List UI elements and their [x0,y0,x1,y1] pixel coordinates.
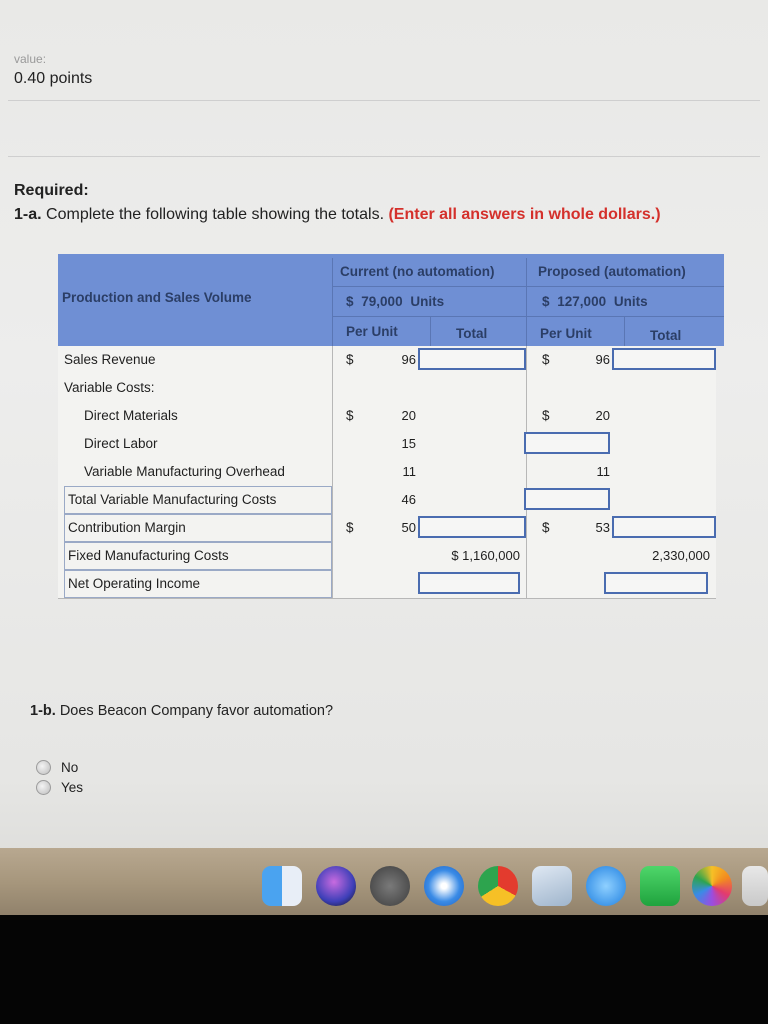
header-current-per-unit: Per Unit [346,324,398,339]
row-label: Net Operating Income [68,576,201,591]
cur-total-input[interactable] [418,516,526,538]
cur-total-input[interactable] [418,572,520,594]
radio-label: Yes [61,780,84,795]
part-label: 1-b. [30,703,56,719]
row-label: Variable Costs: [64,380,155,395]
divider [8,156,760,157]
screen-bezel [0,915,768,1024]
row-label: Contribution Margin [68,520,186,535]
cur-total-input[interactable] [418,348,526,370]
prop-total-input[interactable] [612,348,716,370]
dollar-sign: $ [542,408,550,423]
prop-per-unit-value[interactable]: 96 [595,352,610,367]
dollar-sign: $ [346,352,354,367]
dollar-sign: $ [542,352,550,367]
required-instruction [14,206,661,224]
row-label: Direct Labor [84,436,158,451]
siri-icon[interactable] [316,866,356,906]
row-label: Sales Revenue [64,352,156,367]
radio-button[interactable] [36,760,51,775]
question-1b [30,703,333,719]
proposed-units-input[interactable]: 127,000 [557,294,607,309]
table-row-sales-revenue [58,346,716,375]
prop-total-input[interactable] [604,572,708,594]
dollar-sign: $ [346,408,354,423]
cur-per-unit-value[interactable]: 20 [401,408,416,423]
current-units-input[interactable]: 79,000 [361,294,403,309]
prop-total-value[interactable]: 2,330,000 [652,548,710,563]
header-current-units: $ 79,000 Units [346,294,445,309]
cur-per-unit-value[interactable]: 50 [401,520,416,535]
photos-icon[interactable] [692,866,732,906]
prop-per-unit-value[interactable]: 11 [596,464,610,479]
required-heading: Required: [14,182,89,199]
prop-per-unit-input[interactable] [524,488,610,510]
header-current: Current (no automation) [340,264,495,279]
table-row-direct-materials [58,402,716,431]
row-label: Total Variable Manufacturing Costs [68,492,277,507]
dollar-sign: $ [542,520,550,535]
row-label: Variable Manufacturing Overhead [84,464,285,479]
table-row-net-operating-income [58,570,716,599]
instruction-note: (Enter all answers in whole dollars.) [388,206,661,223]
dollar-sign: $ [346,520,354,535]
mail-icon[interactable] [532,866,572,906]
row-label: Direct Materials [84,408,178,423]
cur-per-unit-value[interactable]: 15 [401,436,416,451]
launchpad-icon[interactable] [370,866,410,906]
table-row-direct-labor [58,430,716,459]
safari-icon[interactable] [424,866,464,906]
table-row-contribution-margin [58,514,716,543]
header-proposed: Proposed (automation) [538,264,686,279]
prop-per-unit-value[interactable]: 20 [595,408,610,423]
question-text: Does Beacon Company favor automation? [59,703,334,719]
points-value: 0.40 points [14,70,93,87]
radio-option-yes[interactable] [36,780,83,795]
messages-icon[interactable] [586,866,626,906]
radio-label: No [61,760,79,775]
instruction-text: Complete the following table showing the totals. [46,206,385,223]
cur-per-unit-value[interactable]: 46 [401,492,416,507]
table-row-total-variable-costs [58,486,716,515]
table-row-variable-costs [58,374,716,403]
prop-total-input[interactable] [612,516,716,538]
value-label: value: [14,52,47,66]
header-proposed-units: $ 127,000 Units [542,294,648,309]
prop-per-unit-input[interactable] [524,432,610,454]
radio-option-no[interactable] [36,760,78,775]
finder-icon[interactable] [262,866,302,906]
header-proposed-per-unit: Per Unit [540,326,592,341]
cur-total-value[interactable]: $ 1,160,000 [451,548,520,563]
divider [8,100,760,101]
part-label: 1-a. [14,206,42,223]
prop-per-unit-value[interactable]: 53 [595,520,610,535]
header-production-volume: Production and Sales Volume [62,290,252,305]
calendar-icon[interactable] [742,866,768,906]
table-row-fixed-costs [58,542,716,571]
table-row-variable-overhead [58,458,716,487]
cur-per-unit-value[interactable]: 96 [401,352,416,367]
row-label: Fixed Manufacturing Costs [68,548,229,563]
facetime-icon[interactable] [640,866,680,906]
header-proposed-total: Total [650,328,682,343]
radio-button[interactable] [36,780,51,795]
chrome-icon[interactable] [478,866,518,906]
header-current-total: Total [456,326,488,341]
cur-per-unit-value[interactable]: 11 [402,464,416,479]
